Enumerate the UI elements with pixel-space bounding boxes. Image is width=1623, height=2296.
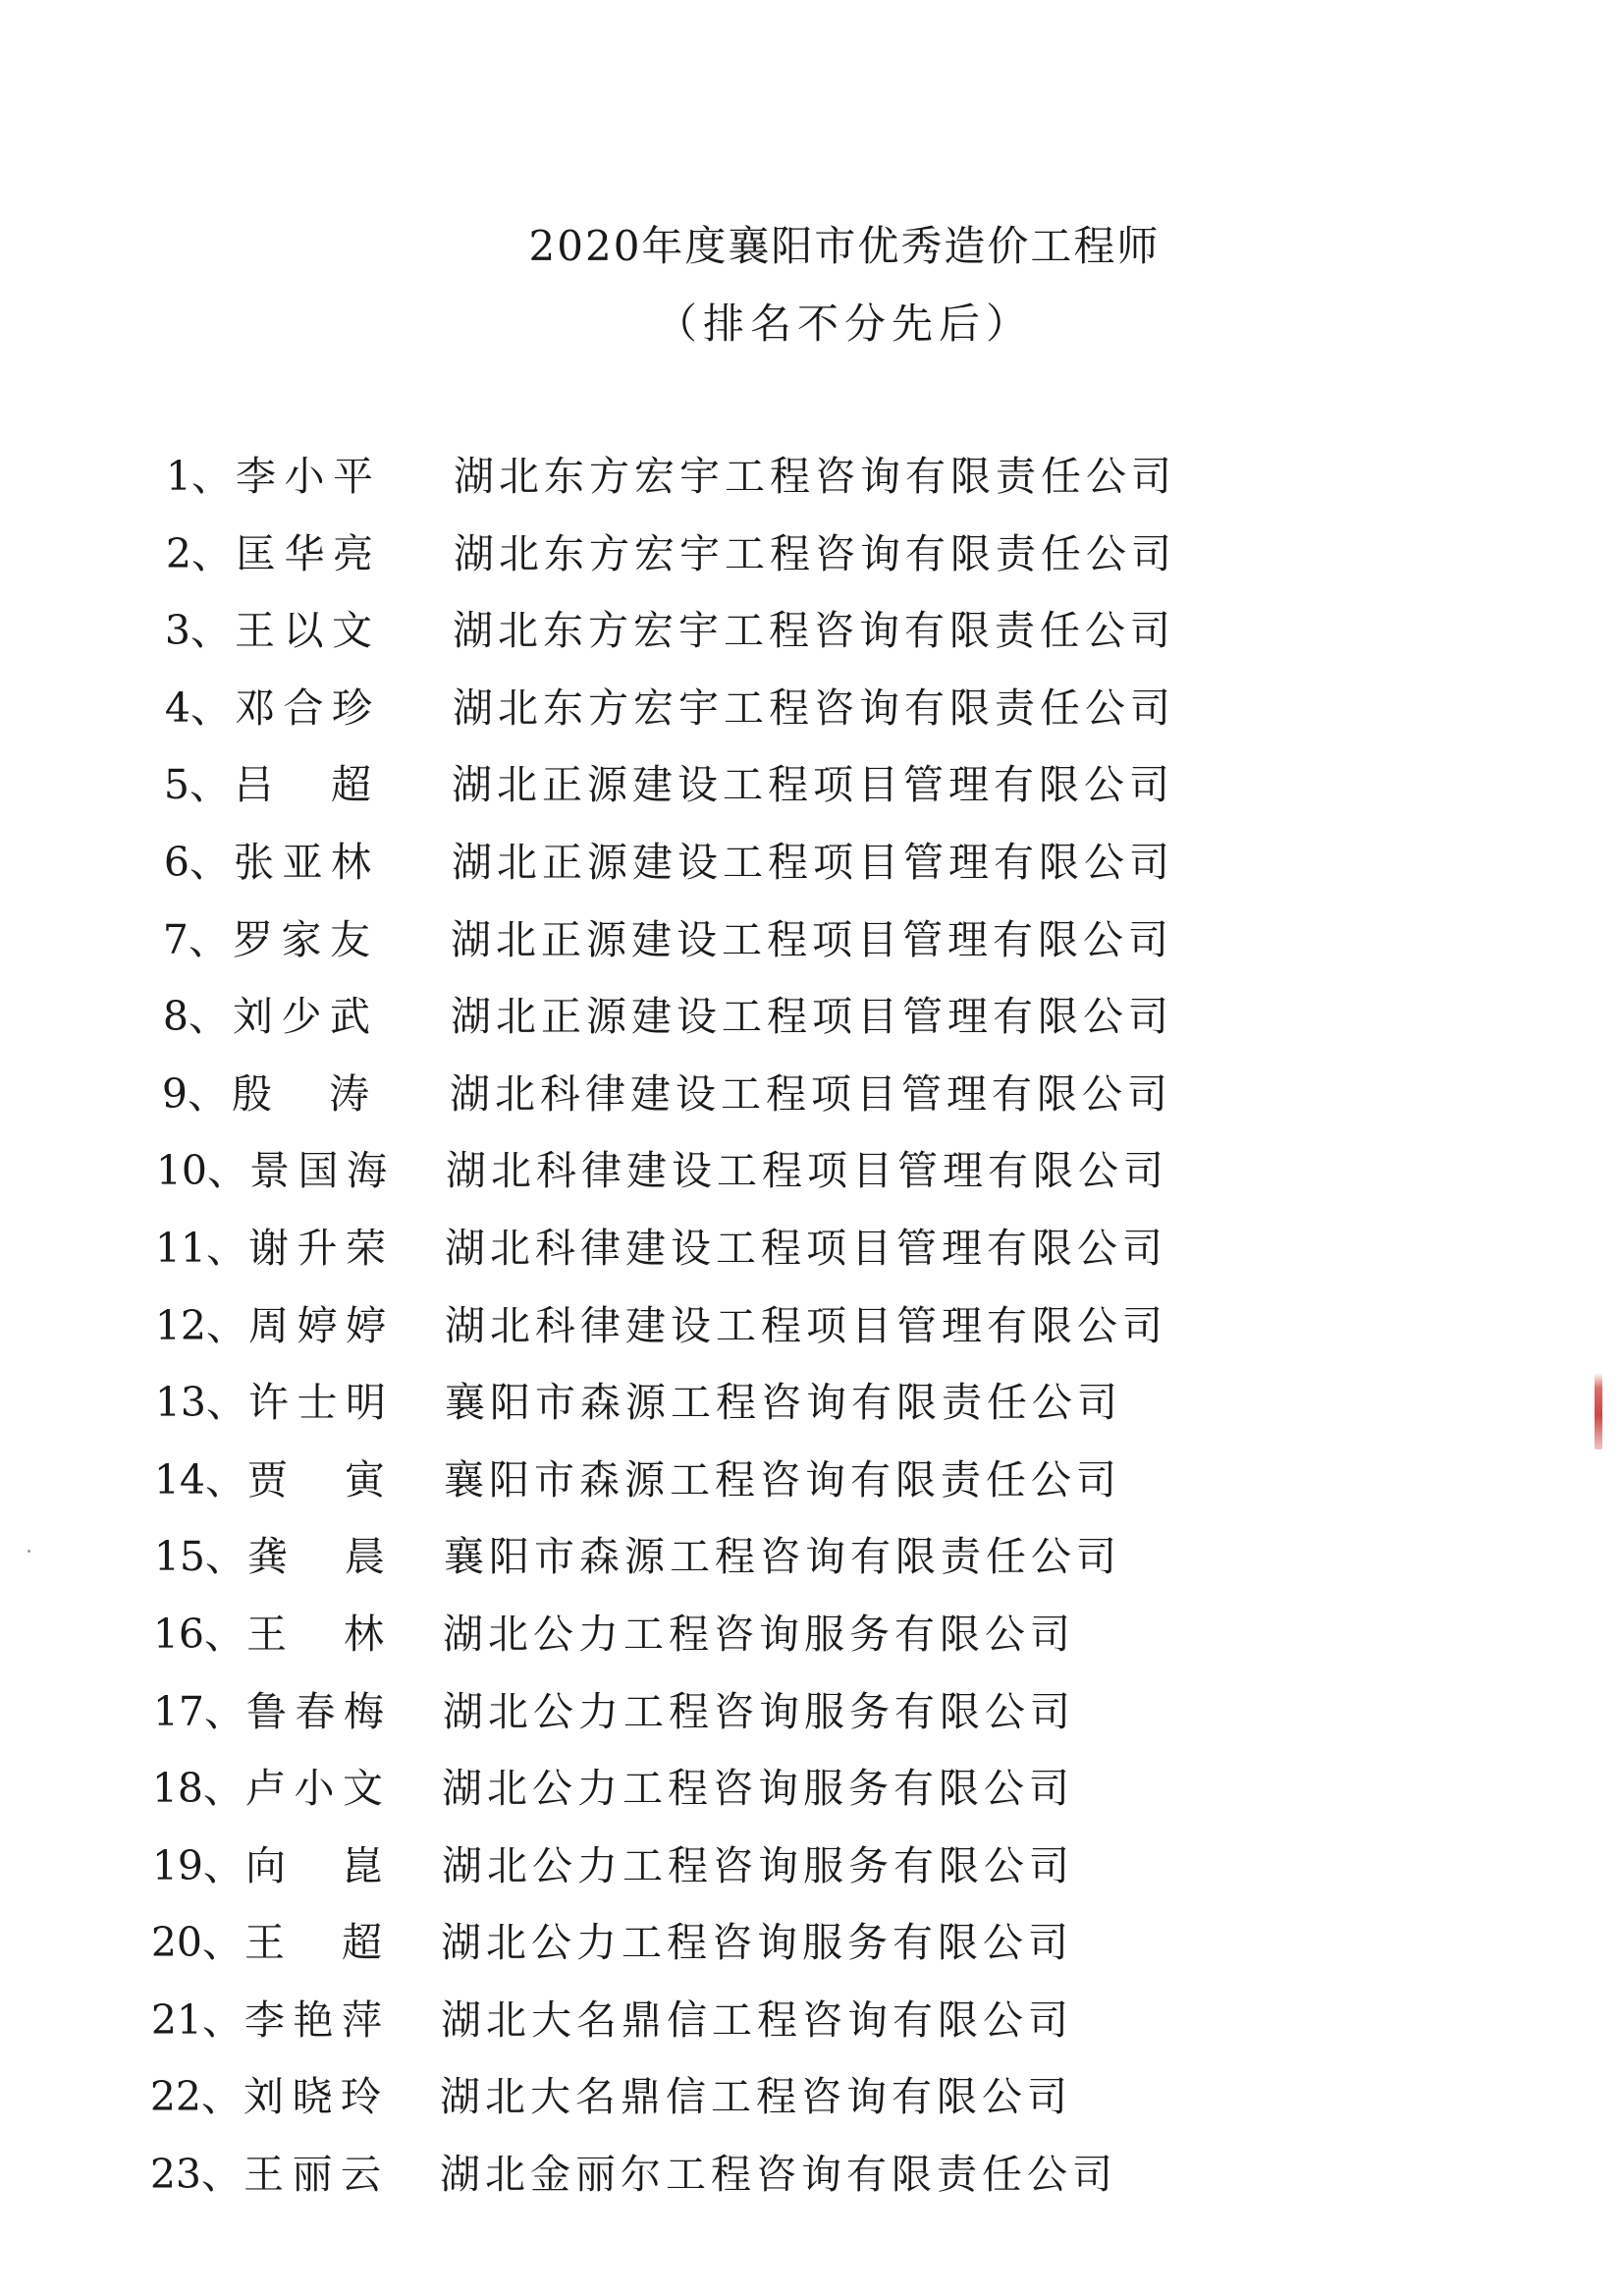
- item-company: 湖北金丽尔工程咨询有限责任公司: [440, 2151, 1117, 2199]
- item-company: 湖北公力工程咨询服务有限公司: [443, 1610, 1075, 1658]
- item-company: 湖北正源建设工程项目管理有限公司: [452, 838, 1174, 886]
- item-number: 2、: [165, 529, 232, 577]
- item-company: 襄阳市森源工程咨询有限责任公司: [444, 1533, 1121, 1581]
- list-item: [0, 1679, 1623, 1757]
- list-item: [0, 1910, 1623, 1988]
- list-item: [0, 830, 1623, 907]
- item-name: 王丽云: [243, 2151, 381, 2199]
- item-number: 3、: [164, 607, 231, 655]
- item-company: 湖北东方宏宇工程咨询有限责任公司: [453, 683, 1175, 732]
- list-item: [0, 984, 1623, 1062]
- item-number: 13、: [154, 1379, 246, 1427]
- item-name: 李艳萍: [244, 1995, 382, 2044]
- item-number: 20、: [150, 1919, 243, 1967]
- list-item: [0, 1448, 1623, 1525]
- list-item: [0, 1138, 1623, 1216]
- seal-edge-mark: [1595, 1373, 1602, 1449]
- item-name: 谢升荣: [248, 1224, 386, 1272]
- list-item: [0, 2064, 1623, 2142]
- item-name: 景国海: [249, 1147, 387, 1195]
- item-number: 8、: [162, 993, 229, 1041]
- item-name: 王 超: [244, 1919, 382, 1967]
- item-name: 张亚林: [234, 838, 371, 886]
- item-name: 殷 涛: [232, 1069, 369, 1118]
- item-number: 1、: [165, 453, 232, 500]
- item-company: 襄阳市森源工程咨询有限责任公司: [444, 1455, 1121, 1503]
- item-number: 12、: [154, 1301, 246, 1349]
- list-item: [0, 1756, 1623, 1833]
- list-item: [0, 1602, 1623, 1679]
- item-number: 11、: [154, 1224, 246, 1272]
- item-company: 湖北科律建设工程项目管理有限公司: [445, 1224, 1167, 1272]
- list-item: [0, 444, 1623, 521]
- item-name: 周婷婷: [248, 1301, 386, 1349]
- list-item: [0, 676, 1623, 753]
- item-company: 湖北公力工程咨询服务有限公司: [442, 1765, 1074, 1813]
- item-name: 罗家友: [233, 915, 370, 963]
- item-number: 15、: [153, 1533, 245, 1581]
- item-number: 9、: [161, 1069, 228, 1118]
- document-title: 2020年度襄阳市优秀造价工程师: [528, 222, 1161, 270]
- item-number: 21、: [150, 1995, 243, 2044]
- item-number: 14、: [153, 1455, 245, 1503]
- list-item: [0, 598, 1623, 676]
- item-company: 湖北正源建设工程项目管理有限公司: [451, 915, 1173, 963]
- item-name: 向 崑: [245, 1841, 383, 1889]
- list-item: [0, 1524, 1623, 1602]
- item-company: 湖北大名鼎信工程咨询有限公司: [441, 1995, 1073, 2044]
- item-number: 19、: [151, 1841, 243, 1889]
- item-number: 7、: [162, 915, 229, 963]
- item-name: 王以文: [235, 607, 372, 655]
- item-company: 襄阳市森源工程咨询有限责任公司: [445, 1379, 1122, 1427]
- item-name: 刘晓玲: [243, 2073, 381, 2121]
- item-company: 湖北东方宏宇工程咨询有限责任公司: [454, 453, 1176, 500]
- list-item: [0, 1062, 1623, 1139]
- list-item: [0, 1216, 1623, 1293]
- item-company: 湖北东方宏宇工程咨询有限责任公司: [454, 529, 1176, 577]
- item-company: 湖北公力工程咨询服务有限公司: [443, 1687, 1075, 1735]
- item-company: 湖北正源建设工程项目管理有限公司: [451, 993, 1173, 1041]
- item-number: 4、: [164, 683, 231, 732]
- list-item: [0, 1293, 1623, 1371]
- item-company: 湖北公力工程咨询服务有限公司: [441, 1919, 1073, 1967]
- list-item: [0, 907, 1623, 985]
- list-item: [0, 1370, 1623, 1448]
- list-item: [0, 1988, 1623, 2065]
- item-number: 17、: [152, 1687, 244, 1735]
- list-item: [0, 1833, 1623, 1911]
- item-name: 刘少武: [233, 993, 370, 1041]
- item-company: 湖北大名鼎信工程咨询有限公司: [440, 2073, 1072, 2121]
- item-name: 吕 超: [234, 761, 371, 809]
- document-subtitle: （排名不分先后）: [655, 300, 1033, 348]
- awardee-list: [0, 444, 1623, 2219]
- item-name: 贾 寅: [247, 1455, 385, 1503]
- list-item: [0, 752, 1623, 830]
- scan-speck: [27, 1550, 30, 1553]
- item-company: 湖北科律建设工程项目管理有限公司: [450, 1069, 1172, 1118]
- item-number: 10、: [155, 1147, 247, 1195]
- item-company: 湖北科律建设工程项目管理有限公司: [445, 1301, 1167, 1349]
- item-name: 许士明: [248, 1379, 386, 1427]
- item-company: 湖北科律建设工程项目管理有限公司: [446, 1147, 1168, 1195]
- item-number: 16、: [152, 1610, 244, 1658]
- item-name: 龚 晨: [247, 1533, 385, 1581]
- item-name: 王 林: [246, 1610, 384, 1658]
- item-number: 5、: [163, 761, 230, 809]
- list-item: [0, 2142, 1623, 2219]
- item-name: 李小平: [236, 453, 373, 500]
- item-number: 6、: [163, 838, 230, 886]
- item-company: 湖北公力工程咨询服务有限公司: [442, 1841, 1074, 1889]
- item-name: 卢小文: [245, 1765, 383, 1813]
- item-company: 湖北正源建设工程项目管理有限公司: [452, 761, 1174, 809]
- item-number: 18、: [151, 1765, 243, 1813]
- list-item: [0, 521, 1623, 599]
- item-name: 鲁春梅: [246, 1687, 384, 1735]
- item-number: 22、: [149, 2073, 242, 2121]
- item-company: 湖北东方宏宇工程咨询有限责任公司: [453, 607, 1175, 655]
- item-name: 邓合珍: [235, 683, 372, 732]
- item-name: 匡华亮: [236, 529, 373, 577]
- item-number: 23、: [149, 2151, 242, 2199]
